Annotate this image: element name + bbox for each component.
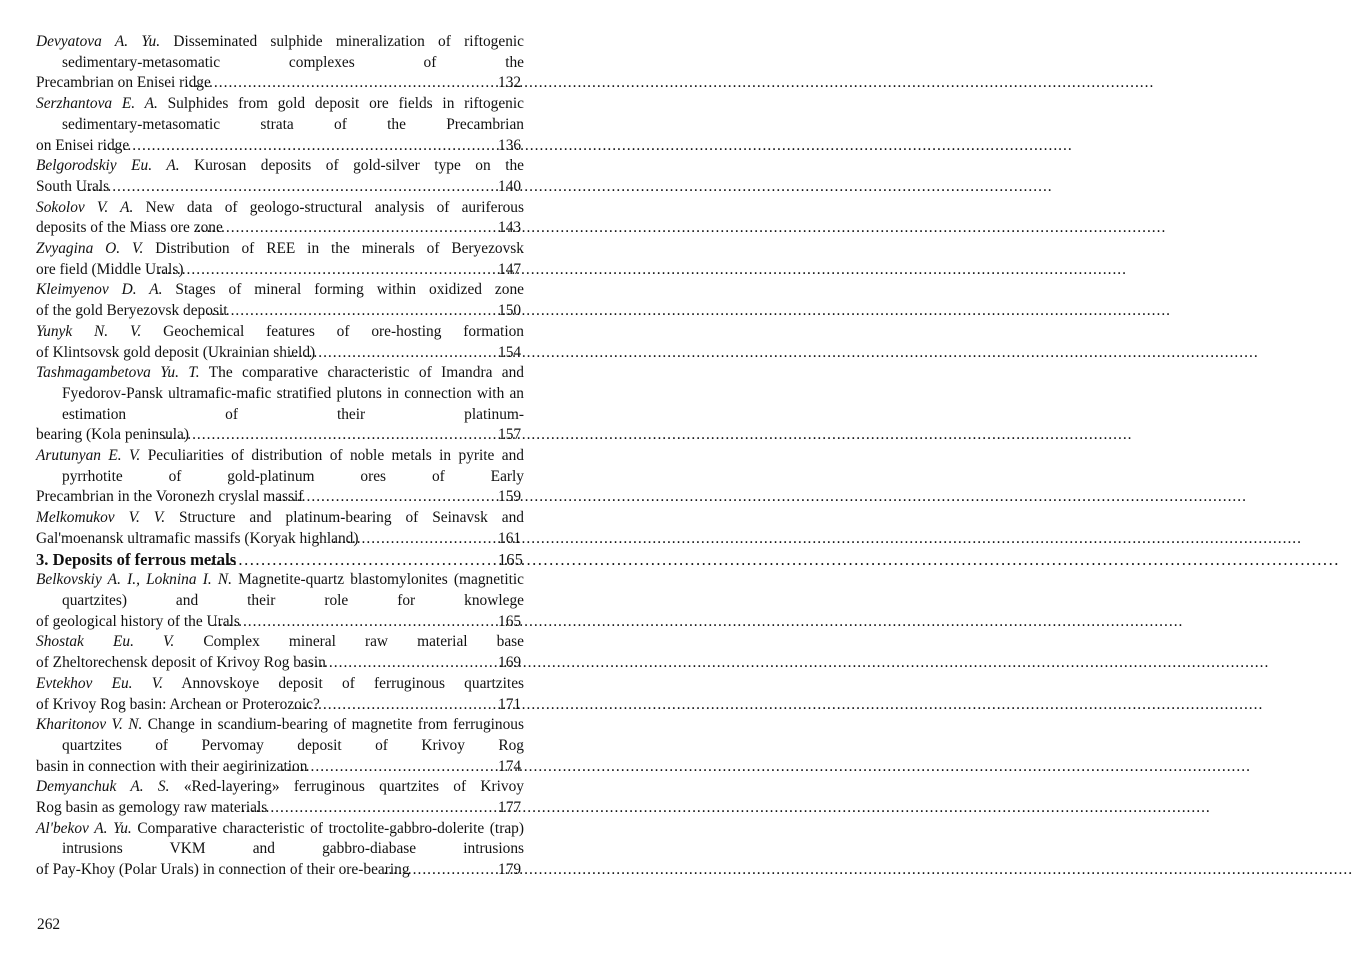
entry-author: Belgorodskiy Eu. A. — [36, 157, 180, 175]
entry-page-number: 179 — [498, 861, 522, 879]
entry-page-number: 157 — [498, 426, 522, 444]
dot-leader — [129, 136, 523, 157]
dot-leader — [267, 798, 523, 819]
dot-leader — [211, 73, 523, 94]
toc-entry — [36, 508, 524, 549]
dot-leader — [236, 550, 523, 571]
entry-title: Peculiarities of distribution of noble metals in pyrite and pyrrhotite of gold-platinum ores of Early — [62, 447, 524, 485]
book-page — [0, 0, 581, 960]
entry-author: Sokolov V. A. — [36, 198, 134, 216]
entry-title-end: South Urals — [36, 177, 110, 195]
section-title: 3. Deposits of ferrous metals — [36, 549, 237, 569]
entry-title-end: Rog basin as gemology raw materials — [36, 799, 268, 817]
entry-title: Kurosan deposits of gold-silver type on the — [194, 157, 525, 175]
entry-title-end: bearing (Kola peninsula) — [36, 426, 189, 444]
entry-author: Kharitonov V. N. — [36, 716, 143, 734]
entry-author: Zvyagina O. V. — [36, 240, 144, 258]
toc-entry — [36, 239, 524, 280]
dot-leader — [303, 487, 523, 508]
entry-page-number: 147 — [498, 260, 522, 278]
page-number: 262 — [37, 916, 61, 933]
entry-page-number: 161 — [498, 529, 522, 547]
entry-page-number: 132 — [498, 74, 522, 92]
entry-title-end: basin in connection with their aegirinization — [36, 757, 308, 775]
section-page-number: 165 — [498, 549, 523, 569]
toc-entry — [36, 570, 524, 632]
toc-section-heading — [36, 550, 524, 571]
toc-entry — [36, 446, 524, 508]
toc-entry — [36, 198, 524, 239]
entry-title: Annovskoye deposit of ferruginous quartzites — [181, 674, 525, 692]
toc-entry — [36, 715, 524, 777]
entry-author: Al'bekov A. Yu. — [36, 819, 132, 837]
entry-title: Disseminated sulphide mineralization of riftogenic sedimentary-metasomatic complexes of the — [62, 33, 525, 71]
entry-page-number: 174 — [498, 757, 522, 775]
entry-title-end: of Klintsovsk gold deposit (Ukrainian shield) — [36, 343, 316, 361]
entry-title-end: deposits of the Miass ore zone — [36, 219, 223, 237]
toc-entry — [36, 674, 524, 715]
entry-title-end: of Pay-Khoy (Polar Urals) in connection of their ore-bearing — [36, 861, 410, 879]
entry-author: Melkomukov V. V. — [36, 509, 166, 527]
entry-title-end: of Zheltorechensk deposit of Krivoy Rog basin — [36, 654, 326, 672]
entry-author: Yunyk N. V. — [36, 322, 142, 340]
entry-author: Belkovskiy A. I., Loknina I. N. — [36, 571, 232, 589]
entry-page-number: 159 — [498, 488, 522, 506]
toc-entry — [36, 632, 524, 673]
entry-title: Complex mineral raw material base — [203, 633, 524, 651]
toc-entry — [36, 819, 524, 881]
entry-page-number: 150 — [498, 302, 522, 320]
entry-title: Magnetite-quartz blastomylonites (magnetitic quartzites) and their role for knowlege — [62, 571, 524, 609]
toc-entry — [36, 777, 524, 818]
entry-title-end: Precambrian on Enisei ridge — [36, 74, 211, 92]
entry-title: The comparative characteristic of Imandra and Fyedorov-Pansk ultramafic-mafic stratified plutons in connection with an estimation of their platinum- — [62, 364, 525, 423]
dot-leader — [326, 653, 523, 674]
entry-title-end: Gal'moenansk ultramafic massifs (Koryak highland) — [36, 529, 359, 547]
entry-page-number: 165 — [498, 612, 522, 630]
entry-author: Demyanchuk A. S. — [36, 778, 170, 796]
entry-title-end: of Krivoy Rog basin: Archean or Proterozoic? — [36, 695, 320, 713]
entry-author: Shostak Eu. V. — [36, 633, 175, 651]
entry-page-number: 154 — [498, 343, 522, 361]
entry-title: Structure and platinum-bearing of Seinavsk and — [179, 509, 524, 527]
entry-title: Sulphides from gold deposit ore fields in riftogenic sedimentary-metasomatic strata of the Precambrian — [62, 95, 524, 133]
table-of-contents — [36, 32, 524, 881]
entry-title-end: Precambrian in the Voronezh cryslal massif — [36, 488, 304, 506]
entry-page-number: 140 — [498, 177, 522, 195]
toc-entry — [36, 322, 524, 363]
entry-page-number: 171 — [498, 695, 522, 713]
entry-page-number: 143 — [498, 219, 522, 237]
dot-leader — [109, 177, 523, 198]
dot-leader — [223, 218, 523, 239]
entry-page-number: 136 — [498, 136, 522, 154]
dot-leader — [183, 260, 523, 281]
toc-entry — [36, 363, 524, 446]
entry-title-end: ore field (Middle Urals) — [36, 260, 184, 278]
entry-title: New data of geologo-structural analysis of auriferous — [145, 198, 524, 216]
entry-author: Serzhantova E. A. — [36, 95, 158, 113]
entry-title-end: of geological history of the Urals — [36, 612, 240, 630]
entry-page-number: 177 — [498, 799, 522, 817]
entry-author: Tashmagambetova Yu. T. — [36, 364, 200, 382]
entry-author: Kleimyenov D. A. — [36, 281, 163, 299]
entry-title: Change in scandium-bearing of magnetite from ferruginous quartzites of Pervomay deposit of Krivoy Rog — [62, 716, 524, 754]
toc-entry — [36, 280, 524, 321]
entry-author: Arutunyan E. V. — [36, 447, 141, 465]
toc-entry — [36, 32, 524, 94]
entry-title: Stages of mineral forming within oxidized zone — [175, 281, 524, 299]
entry-title: Geochemical features of ore-hosting formation — [163, 322, 524, 340]
toc-entry — [36, 94, 524, 156]
dot-leader — [228, 301, 524, 322]
entry-title-end: on Enisei ridge — [36, 136, 130, 154]
toc-entry — [36, 156, 524, 197]
entry-title: Comparative characteristic of troctolite-gabbro-dolerite (trap) intrusions VKM and gabbro-diabase intrusions — [62, 819, 524, 858]
dot-leader — [189, 425, 523, 446]
dot-leader — [307, 757, 523, 778]
entry-title-end: of the gold Beryezovsk deposit — [36, 302, 228, 320]
entry-author: Devyatova A. Yu. — [36, 33, 161, 50]
entry-author: Evtekhov Eu. V. — [36, 674, 163, 692]
dot-leader — [320, 695, 523, 716]
dot-leader — [240, 612, 523, 633]
entry-title: «Red-layering» ferruginous quartzites of Krivoy — [183, 778, 524, 796]
entry-title: Distribution of REE in the minerals of Beryezovsk — [155, 240, 524, 258]
dot-leader — [315, 343, 523, 364]
entry-page-number: 169 — [498, 654, 522, 672]
